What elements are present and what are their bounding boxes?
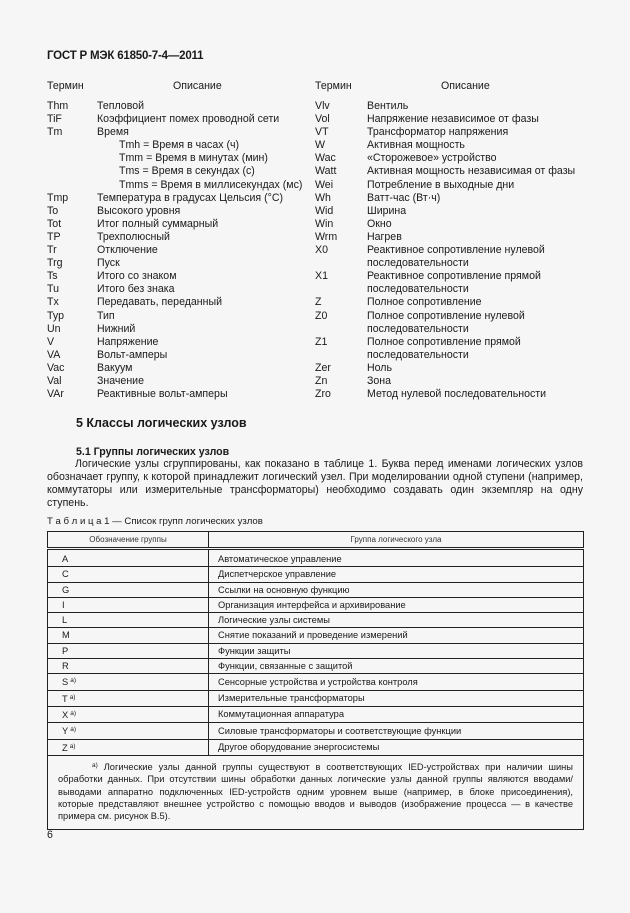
group-code-cell [48,674,209,690]
group-name-cell: Диспетчерское управление [209,567,584,582]
abbreviation-row [47,179,307,192]
abbreviation-row [47,152,307,165]
abbreviation-term: Thm [47,100,69,112]
abbreviation-row [47,349,307,362]
group-code: G [62,584,70,595]
abbreviation-description: Окно [367,217,392,230]
body-paragraph-text: Логические узлы сгруппированы, как показано в таблице 1. Буква перед именами логических узлов обозначает группу, к которой принадлежит логический узел. При моделировании одной ступени (например, коммутаторы или измерительные трансформаторы) необходимо создавать один экземпляр на одну ступень. [47,458,583,510]
abbreviation-description: Итого со знаком [97,270,177,283]
abbreviation-description: Реактивное сопротивление нулевой последовательности [367,244,545,270]
abbreviation-term: Tu [47,283,59,296]
abbreviation-term: Typ [47,309,65,322]
abbreviation-description: Ширина [367,204,407,217]
group-code: Y [62,726,69,737]
abbreviation-description: Вакуум [97,361,133,374]
abbreviation-description: Зона [367,374,392,387]
column-header-term: Термин [315,80,352,92]
footnote-reference: а) [69,693,76,701]
abbreviation-term: V [47,335,55,348]
abbreviation-description: Трехполюсный [97,230,170,243]
abbreviation-term: Vlv [315,100,330,112]
abbreviation-row [47,257,307,270]
group-code-cell [48,582,209,597]
abbreviation-term: Tx [47,296,59,309]
abbreviation-description: Нижний [97,322,136,335]
table-row [48,628,584,643]
abbreviation-term: VT [315,126,329,139]
column-header-description: Описание [441,80,490,92]
abbreviation-row [47,231,307,244]
abbreviation-row [47,218,307,231]
abbreviation-description: Напряжение независимое от фазы [367,113,539,126]
document-header: ГОСТ Р МЭК 61850-7-4—2011 [47,50,204,62]
abbreviation-row [315,152,585,165]
group-name-cell: Автоматическое управление [209,549,584,567]
abbreviation-description: Активная мощность [367,139,465,152]
table-row [48,706,584,722]
abbreviation-term: Z1 [315,335,328,348]
abbreviation-term: Zer [315,361,331,374]
abbreviation-row [315,192,585,205]
table-row [48,739,584,755]
abbreviation-row [315,388,585,401]
subsection-title: 5.1 Группы логических узлов [76,446,230,458]
abbreviation-row [47,126,307,139]
group-code: A [62,554,69,564]
abbreviation-term: Trg [47,257,63,270]
abbreviation-row [47,283,307,296]
abbreviation-term: Wrm [315,230,338,243]
abbreviation-row [47,100,307,113]
table-caption: Т а б л и ц а 1 — Список групп логических узлов [47,516,263,527]
group-name-cell: Другое оборудование энергосистемы [209,739,584,755]
abbreviation-term: Wei [315,178,334,191]
table-footnote-row [48,755,584,829]
abbreviation-row [47,375,307,388]
abbreviation-term: Wac [315,152,336,165]
page-number: 6 [47,829,53,841]
abbreviation-term: Wh [315,191,331,204]
abbreviation-row [47,336,307,349]
group-name-cell: Силовые трансформаторы и соответствующие функции [209,723,584,739]
abbreviation-row [315,296,585,309]
abbreviation-row [47,165,307,178]
abbreviation-description: Значение [97,374,144,387]
abbreviations-right-column [315,80,585,401]
group-code-cell [48,739,209,755]
table-body [48,549,584,756]
abbreviation-row [47,388,307,401]
abbreviation-description: «Сторожевое» устройство [367,152,497,165]
table-row [48,567,584,582]
abbreviation-row [47,139,307,152]
group-code: M [62,630,70,641]
abbreviation-row [315,179,585,192]
abbreviation-description: Полное сопротивление нулевой последовательности [367,309,525,335]
group-name-cell: Логические узлы системы [209,613,584,628]
abbreviation-row [315,126,585,139]
group-name-cell: Измерительные трансформаторы [209,690,584,706]
abbreviation-term: Tm [47,126,63,139]
table-row [48,674,584,690]
footnote-reference: а) [70,726,76,734]
abbreviation-description: Нагрев [367,230,402,243]
abbreviation-description: Tmm = Время в минутах (мин) [119,152,268,165]
table-row [48,549,584,567]
abbreviation-description: Коэффициент помех проводной сети [97,113,280,126]
group-name-cell: Функции защиты [209,643,584,658]
abbreviation-row [315,231,585,244]
group-code-cell [48,628,209,643]
abbreviation-term: Tmp [47,191,69,204]
group-code-cell [48,597,209,612]
abbreviation-description: Активная мощность независимая от фазы [367,165,576,178]
footnote-reference: а) [70,709,76,717]
group-code-cell [48,549,209,567]
group-code-cell [48,690,209,706]
abbreviation-description: Тип [97,309,115,322]
column-header-term: Термин [47,80,84,92]
footnote-reference: а) [70,677,76,685]
group-code-cell [48,567,209,582]
group-name-cell: Ссылки на основную функцию [209,582,584,597]
abbreviation-description: Итог полный суммарный [97,217,219,230]
table-footnote [48,755,584,829]
abbreviation-term: Tot [47,217,62,230]
abbreviation-description: Высокого уровня [97,204,181,217]
table-row [48,723,584,739]
abbreviation-description: Пуск [97,257,120,270]
group-name-cell: Сенсорные устройства и устройства контроля [209,674,584,690]
group-code: Z [62,742,68,753]
group-name-cell: Коммутационная аппаратура [209,706,584,722]
abbreviation-row [47,323,307,336]
abbreviation-term: Zn [315,374,328,387]
abbreviation-description: Передавать, переданный [97,296,223,309]
abbreviation-term: Z0 [315,309,328,322]
abbreviation-row [315,139,585,152]
abbreviation-description: Время [97,126,129,139]
abbreviation-description: Потребление в выходные дни [367,178,515,191]
group-code: C [62,569,69,580]
footnote-mark: а) [92,761,98,769]
abbreviation-term: TP [47,230,61,243]
abbreviation-row [47,296,307,309]
abbreviation-row [47,362,307,375]
abbreviation-row [315,270,585,296]
abbreviation-term: To [47,204,59,217]
abbreviation-row [315,375,585,388]
abbreviation-term: Z [315,296,322,309]
group-code: I [62,599,65,610]
table-row [48,597,584,612]
group-code: R [62,661,69,672]
abbreviation-term: VAr [47,388,64,401]
abbreviations-right-header [315,80,585,100]
abbreviation-term: TiF [47,113,62,126]
abbreviation-description: Ноль [367,361,393,374]
abbreviation-description: Тепловой [97,100,145,112]
abbreviation-term: Un [47,322,61,335]
abbreviation-term: Tr [47,244,57,257]
table-row [48,643,584,658]
group-code-cell [48,613,209,628]
abbreviation-description: Tmms = Время в миллисекундах (мс) [119,178,303,191]
abbreviation-description: Напряжение [97,335,159,348]
abbreviations-left-header [47,80,307,100]
group-code-cell [48,706,209,722]
abbreviation-row [315,362,585,375]
abbreviation-row [315,218,585,231]
abbreviation-term: X1 [315,270,328,283]
abbreviation-term: W [315,139,325,152]
abbreviation-term: Vol [315,113,330,126]
abbreviation-row [47,205,307,218]
abbreviation-description: Трансформатор напряжения [367,126,509,139]
table-row [48,582,584,597]
footnote-text: Логические узлы данной группы существуют в соответствующих IED-устройствах при наличии шины обработки данных. При отсутствии шины обработки данных логические узлы данной группы являются вводами/выводами аппаратно подключенных IED-устройств одним уровнем выше (например, в блоке присоединения), которые представляют внешнее устройство с помощью вводов и выводов (изображение процесса — в качестве примера см. рисунок В.5). [58,761,573,822]
abbreviation-description: Полное сопротивление прямой последовательности [367,335,521,361]
abbreviation-description: Вентиль [367,100,409,112]
section-title: 5 Классы логических узлов [76,416,247,430]
group-name-cell: Функции, связанные с защитой [209,659,584,674]
group-name-cell: Снятие показаний и проведение измерений [209,628,584,643]
abbreviation-description: Отключение [97,244,158,257]
abbreviation-term: Vac [47,361,65,374]
group-code-cell [48,723,209,739]
abbreviation-term: VA [47,348,61,361]
abbreviation-term: X0 [315,244,328,257]
abbreviation-row [47,113,307,126]
table-header-row [48,532,584,549]
group-code: P [62,645,69,656]
table-row [48,690,584,706]
abbreviation-term: Zro [315,388,331,401]
abbreviation-term: Ts [47,270,58,283]
group-code: X [62,709,69,720]
abbreviation-row [315,205,585,218]
column-header-group-name: Группа логического узла [209,532,584,549]
logical-node-groups-table [47,531,584,830]
abbreviation-row [47,192,307,205]
abbreviations-left-list [47,100,307,401]
table-row [48,613,584,628]
abbreviation-row [315,113,585,126]
abbreviation-description: Полное сопротивление [367,296,482,309]
table-row [48,659,584,674]
abbreviation-description: Метод нулевой последовательности [367,388,547,401]
column-header-description: Описание [173,80,222,92]
abbreviation-row [47,310,307,323]
body-paragraph [47,458,583,510]
abbreviation-row [315,165,585,178]
abbreviation-term: Watt [315,165,337,178]
abbreviation-description: Tmh = Время в часах (ч) [119,139,240,152]
group-code: L [62,615,68,626]
group-code: T [62,693,68,704]
abbreviation-description: Реактивные вольт-амперы [97,388,228,401]
abbreviation-description: Tms = Время в секундах (с) [119,165,255,178]
abbreviation-row [47,244,307,257]
abbreviation-term: Win [315,217,334,230]
group-code: S [62,677,69,688]
column-header-group-code: Обозначение группы [48,532,209,549]
abbreviation-row [315,100,585,113]
group-name-cell: Организация интерфейса и архивирование [209,597,584,612]
abbreviation-description: Ватт-час (Вт·ч) [367,191,441,204]
abbreviations-left-column [47,80,307,401]
abbreviation-description: Температура в градусах Цельсия (°С) [97,191,284,204]
abbreviation-row [315,310,585,336]
group-code-cell [48,643,209,658]
group-code-cell [48,659,209,674]
abbreviation-row [315,244,585,270]
abbreviation-term: Val [47,374,62,387]
abbreviation-description: Итого без знака [97,283,175,296]
abbreviation-description: Реактивное сопротивление прямой последовательности [367,270,541,296]
abbreviation-row [315,336,585,362]
footnote-reference: а) [69,742,76,750]
abbreviation-row [47,270,307,283]
abbreviation-description: Вольт-амперы [97,348,168,361]
abbreviation-term: Wid [315,204,334,217]
abbreviations-right-list [315,100,585,401]
